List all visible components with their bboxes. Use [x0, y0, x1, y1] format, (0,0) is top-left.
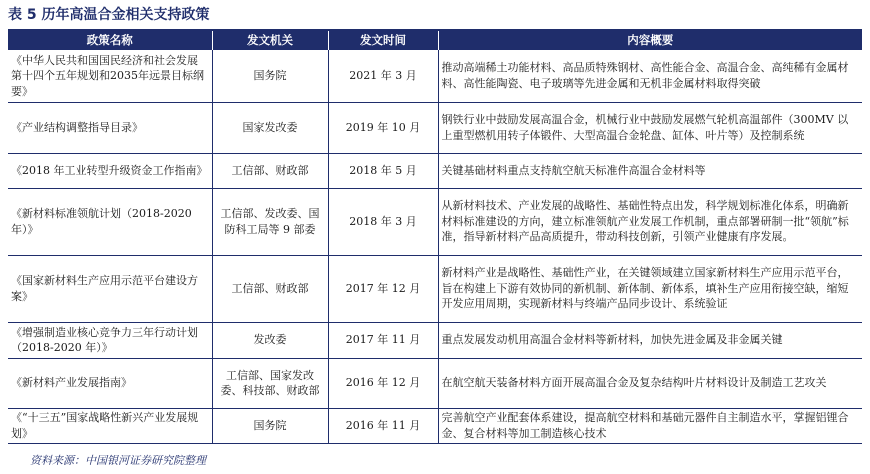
source-note: 资料来源：中国银河证券研究院整理 [30, 454, 206, 467]
column-header-name: 政策名称 [8, 31, 212, 50]
policy-name-cell: 《“十三五”国家战略性新兴产业发展规划》 [8, 408, 212, 443]
policy-name-cell: 《新材料产业发展指南》 [8, 358, 212, 408]
table-row [8, 255, 862, 322]
policy-name-cell: 《产业结构调整指导目录》 [8, 102, 212, 153]
summary-cell: 推动高端稀土功能材料、高品质特殊钢材、高性能合金、高温合金、高纯稀有金属材料、高性能陶瓷、电子玻璃等先进金属和无机非金属材料取得突破 [438, 50, 862, 102]
issuer-cell: 国务院 [212, 50, 328, 102]
date-cell: 2017 年 12 月 [328, 255, 438, 322]
policy-table [8, 31, 862, 444]
policy-name-cell: 《新材料标准领航计划（2018-2020 年）》 [8, 188, 212, 255]
table-row [8, 408, 862, 443]
table-header-row [8, 31, 862, 50]
table-row [8, 153, 862, 188]
summary-cell: 关键基础材料重点支持航空航天标准件高温合金材料等 [438, 153, 862, 188]
issuer-cell: 国家发改委 [212, 102, 328, 153]
issuer-cell: 工信部、财政部 [212, 153, 328, 188]
table-row [8, 322, 862, 358]
policy-name-cell: 《国家新材料生产应用示范平台建设方案》 [8, 255, 212, 322]
policy-name-cell: 《2018 年工业转型升级资金工作指南》 [8, 153, 212, 188]
issuer-cell: 工信部、国家发改委、科技部、财政部 [212, 358, 328, 408]
policy-name-cell: 《中华人民共和国国民经济和社会发展第十四个五年规划和2035年远景目标纲要》 [8, 50, 212, 102]
summary-cell: 在航空航天装备材料方面开展高温合金及复杂结构叶片材料设计及制造工艺攻关 [438, 358, 862, 408]
policy-name-cell: 《增强制造业核心竞争力三年行动计划（2018-2020 年）》 [8, 322, 212, 358]
date-cell: 2017 年 11 月 [328, 322, 438, 358]
issuer-cell: 发改委 [212, 322, 328, 358]
date-cell: 2016 年 11 月 [328, 408, 438, 443]
date-cell: 2018 年 5 月 [328, 153, 438, 188]
date-cell: 2018 年 3 月 [328, 188, 438, 255]
summary-cell: 完善航空产业配套体系建设，提高航空材料和基础元器件自主制造水平，掌握铝锂合金、复合材料等加工制造核心技术 [438, 408, 862, 443]
table-row [8, 358, 862, 408]
issuer-cell: 国务院 [212, 408, 328, 443]
date-cell: 2019 年 10 月 [328, 102, 438, 153]
issuer-cell: 工信部、发改委、国防科工局等 9 部委 [212, 188, 328, 255]
date-cell: 2016 年 12 月 [328, 358, 438, 408]
date-cell: 2021 年 3 月 [328, 50, 438, 102]
column-header-summary: 内容概要 [438, 31, 862, 50]
table-row [8, 50, 862, 102]
table-row [8, 102, 862, 153]
summary-cell: 从新材料技术、产业发展的战略性、基础性特点出发，科学规划标准化体系，明确新材料标准建设的方向，建立标准领航产业发展工作机制，重点部署研制一批“领航”标准，指导新材料产品高质提升，带动科技创新，引领产业健康有序发展。 [438, 188, 862, 255]
table-row [8, 188, 862, 255]
table-title: 表 5 历年高温合金相关支持政策 [8, 7, 210, 23]
summary-cell: 重点发展发动机用高温合金材料等新材料，加快先进金属及非金属关键 [438, 322, 862, 358]
summary-cell: 新材料产业是战略性、基础性产业，在关键领域建立国家新材料生产应用示范平台，旨在构建上下游有效协同的新机制、新体制、新体系，填补生产应用衔接空缺，缩短开发应用周期，实现新材料与终端产品同步设计、系统验证 [438, 255, 862, 322]
issuer-cell: 工信部、财政部 [212, 255, 328, 322]
column-header-date: 发文时间 [328, 31, 438, 50]
column-header-issuer: 发文机关 [212, 31, 328, 50]
summary-cell: 钢铁行业中鼓励发展高温合金，机械行业中鼓励发展燃气轮机高温部件（300MV 以上重型燃机用转子体锻件、大型高温合金轮盘、缸体、叶片等）及控制系统 [438, 102, 862, 153]
